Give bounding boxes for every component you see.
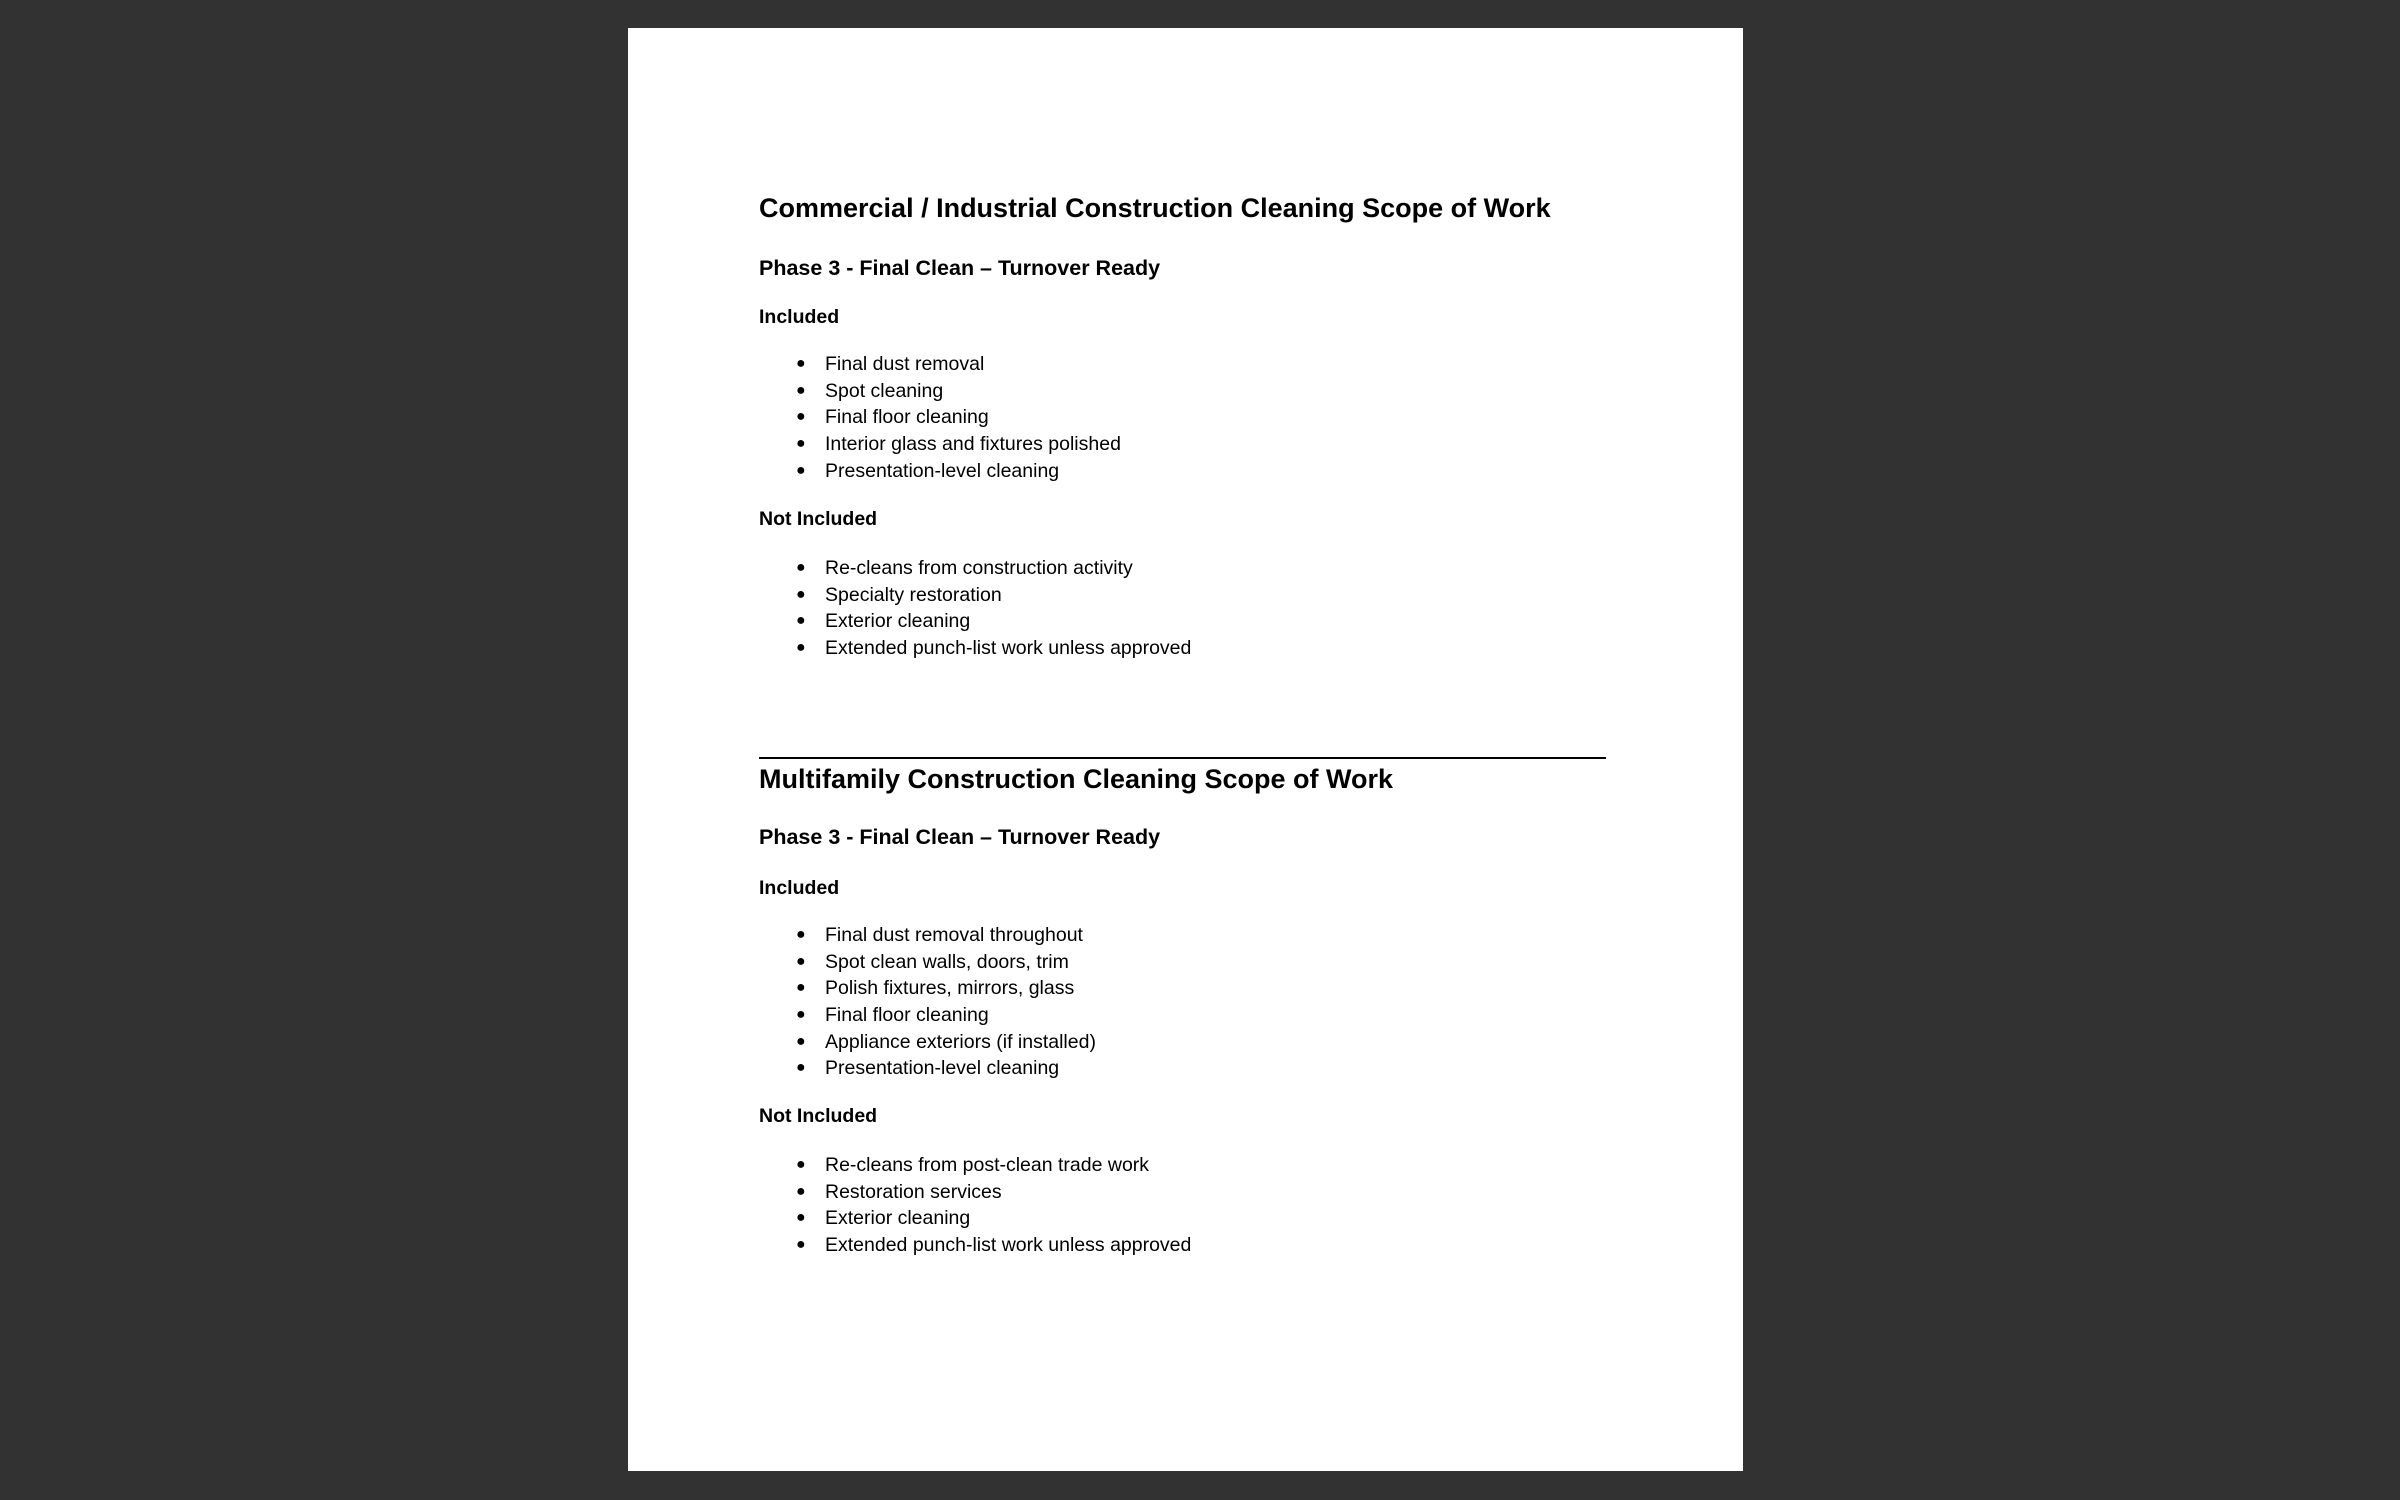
list-item-text: Specialty restoration (825, 583, 1002, 606)
section-title: Multifamily Construction Cleaning Scope of Work (759, 764, 1394, 794)
bullet-icon: ● (796, 355, 806, 372)
list-item (759, 1205, 1191, 1232)
included-list (759, 351, 1121, 484)
document-page (628, 28, 1743, 1471)
bullet-icon: ● (796, 1236, 806, 1254)
included-list (759, 922, 1096, 1082)
list-item-text: Final dust removal throughout (825, 924, 1083, 946)
list-item-text: Presentation-level cleaning (825, 1057, 1060, 1080)
not-included-label: Not Included (759, 508, 878, 530)
list-item (759, 1055, 1096, 1082)
list-item (759, 351, 1121, 378)
list-item-text: Re-cleans from post-clean trade work (825, 1154, 1150, 1176)
not-included-list (759, 1152, 1191, 1259)
list-item-text: Extended punch-list work unless approved (825, 637, 1192, 660)
bullet-icon: ● (796, 585, 806, 603)
bullet-icon: ● (796, 461, 806, 479)
list-item-text: Final dust removal (825, 353, 985, 375)
list-item-text: Final floor cleaning (825, 406, 989, 429)
list-item-text: Appliance exteriors (if installed) (825, 1030, 1096, 1053)
list-item-text: Extended punch-list work unless approved (825, 1234, 1192, 1257)
bullet-icon: ● (796, 1059, 806, 1077)
list-item (759, 975, 1096, 1002)
bullet-icon: ● (796, 381, 806, 399)
list-item (759, 1232, 1191, 1259)
not-included-list (759, 555, 1191, 662)
list-item-text: Exterior cleaning (825, 1207, 971, 1230)
phase-heading: Phase 3 - Final Clean – Turnover Ready (759, 256, 1161, 280)
list-item-text: Presentation-level cleaning (825, 459, 1060, 482)
bullet-icon: ● (796, 612, 806, 630)
bullet-icon: ● (796, 952, 806, 970)
bullet-icon: ● (796, 1182, 806, 1200)
list-item-text: Final floor cleaning (825, 1004, 989, 1027)
list-item-text: Re-cleans from construction activity (825, 557, 1133, 579)
included-label: Included (759, 306, 840, 328)
list-item-text: Polish fixtures, mirrors, glass (825, 977, 1075, 1000)
list-item (759, 404, 1121, 431)
bullet-icon: ● (796, 639, 806, 657)
list-item (759, 1152, 1191, 1179)
bullet-icon: ● (796, 435, 806, 453)
list-item (759, 1029, 1096, 1056)
bullet-icon: ● (796, 408, 806, 426)
list-item (759, 608, 1191, 635)
list-item (759, 555, 1191, 582)
list-item (759, 378, 1121, 405)
list-item (759, 1002, 1096, 1029)
bullet-icon: ● (796, 1006, 806, 1024)
list-item (759, 949, 1096, 976)
list-item-text: Spot clean walls, doors, trim (825, 950, 1069, 973)
list-item (759, 458, 1121, 485)
phase-heading: Phase 3 - Final Clean – Turnover Ready (759, 825, 1161, 849)
section-title: Commercial / Industrial Construction Cleaning Scope of Work (759, 193, 1551, 223)
list-item (759, 582, 1191, 609)
list-item (759, 922, 1096, 949)
bullet-icon: ● (796, 1032, 806, 1050)
list-item-text: Exterior cleaning (825, 610, 971, 633)
included-label: Included (759, 877, 840, 899)
section-divider (759, 757, 1606, 759)
not-included-label: Not Included (759, 1105, 878, 1127)
list-item (759, 431, 1121, 458)
bullet-icon: ● (796, 1209, 806, 1227)
list-item-text: Restoration services (825, 1180, 1002, 1203)
bullet-icon: ● (796, 926, 806, 943)
list-item-text: Spot cleaning (825, 379, 944, 402)
bullet-icon: ● (796, 559, 806, 576)
list-item (759, 635, 1191, 662)
list-item-text: Interior glass and fixtures polished (825, 433, 1121, 456)
list-item (759, 1179, 1191, 1206)
bullet-icon: ● (796, 1156, 806, 1173)
bullet-icon: ● (796, 979, 806, 997)
